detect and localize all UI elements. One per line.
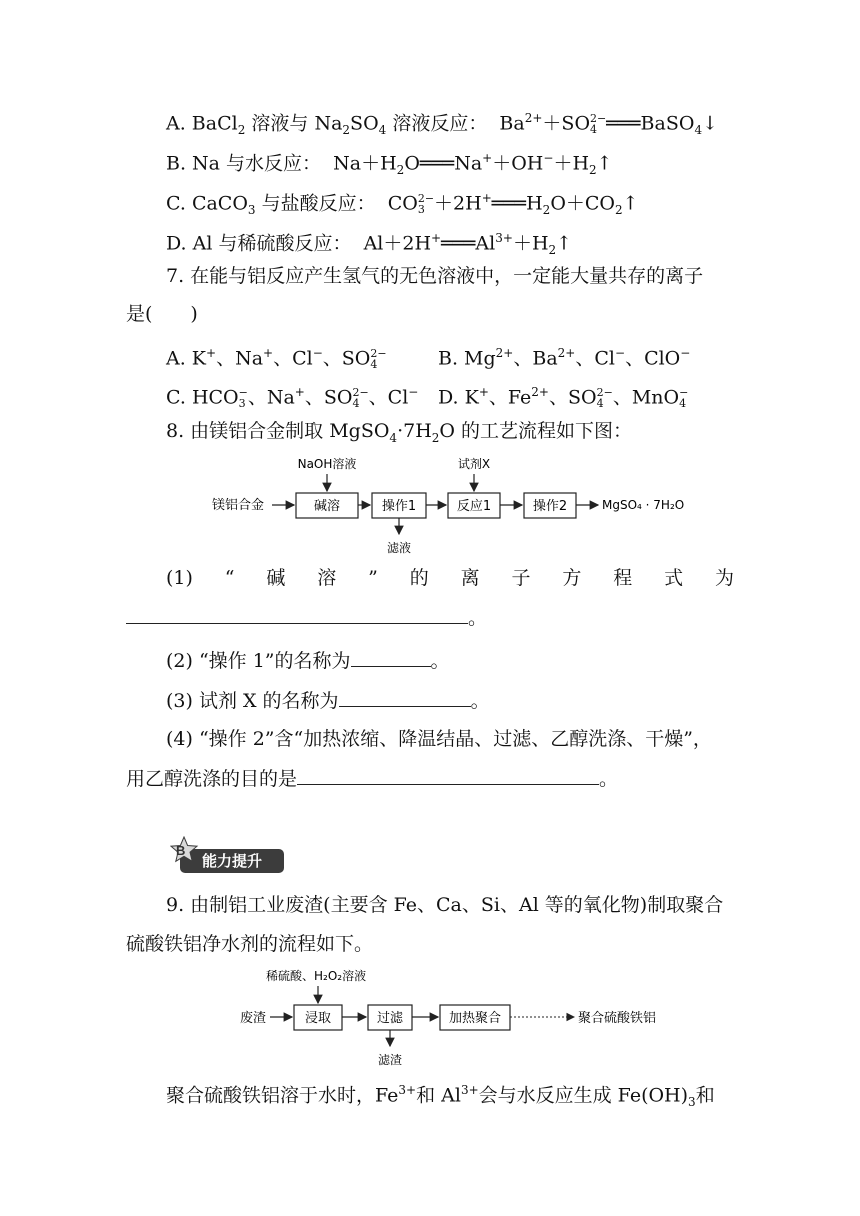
svg-text:操作1: 操作1 (381, 499, 417, 514)
q7-option-a: A. K+、Na+、Cl−、SO 2− 4 (166, 346, 387, 372)
q6-option-c: C. CaCO$_3$ 与盐酸反应： CO 2− 3 $+2H^+═══H_2O+CO_2↑$ (166, 191, 639, 218)
q8-flow-output: 滤液 (386, 541, 412, 555)
q8-part1-line1: (1) “ 碱 溶 ” 的 离 子 方 程 式 为 (166, 567, 734, 589)
svg-text:加热聚合: 加热聚合 (448, 1011, 502, 1026)
q8-part4-line2: 用乙醇洗涤的目的是 。 (126, 768, 619, 790)
q9-flow-diagram (0, 962, 860, 1072)
answer-blank-4[interactable] (297, 766, 599, 785)
q9-flow-input: 稀硫酸、H₂O₂溶液 (266, 969, 367, 983)
svg-text:浸取: 浸取 (304, 1011, 332, 1026)
q8-flow-input-naoh: NaOH溶液 (297, 457, 357, 471)
section-badge-label: 能力提升 (202, 852, 263, 870)
q7-stem-line1: 7. 在能与铝反应产生氢气的无色溶液中，一定能大量共存的离子 (166, 265, 704, 287)
q9-flow-output: 滤渣 (377, 1053, 403, 1067)
q6-option-d: D. Al 与稀硫酸反应： $Al+2H^+═══Al^{3+}+H_2↑$ (166, 231, 573, 258)
q8-part4-line1: (4) “操作 2”含“加热浓缩、降温结晶、过滤、乙醇洗涤、干燥”， (166, 728, 712, 750)
q7-option-d: D. K+、$Fe^{2+}$、SO 2− 4 、MnO − 4 (438, 385, 689, 411)
q6-option-b: B. Na 与水反应： $Na+H_2O═══Na^++OH^-+H_2↑$ (166, 151, 613, 178)
q7-option-c: C. HCO − 3 、Na+、SO 2− 4 、Cl− (166, 385, 419, 411)
svg-text:反应1: 反应1 (456, 499, 492, 514)
q7-option-b: B. $Mg^{2+}$、$Ba^{2+}$、Cl−、ClO− (438, 346, 691, 370)
q8-flow-end: MgSO₄ · 7H₂O (602, 498, 685, 512)
svg-text:过滤: 过滤 (376, 1011, 404, 1026)
q8-part1-line2: 。 (126, 605, 487, 630)
q9-last-line: 聚合硫酸铁铝溶于水时，$Fe^{3+}$和 $Al^{3+}$会与水反应生成 $Fe(OH)_3$和 (166, 1083, 715, 1110)
q8-flow-diagram (0, 450, 860, 570)
q8-stem: 8. 由镁铝合金制取 $MgSO_4\cdot 7H_2O$ 的工艺流程如下图： (166, 420, 633, 445)
q8-flow-start: 镁铝合金 (212, 498, 265, 513)
section-badge-letter: B (176, 843, 186, 858)
answer-blank-2[interactable] (351, 648, 431, 667)
q9-stem-line2: 硫酸铁铝净水剂的流程如下。 (126, 933, 374, 955)
svg-text:碱溶: 碱溶 (313, 499, 341, 514)
q8-part2: (2) “操作 1”的名称为 。 (166, 650, 450, 672)
q8-part3: (3) 试剂 X 的名称为 。 (166, 690, 490, 712)
q9-flow-start: 废渣 (240, 1011, 267, 1026)
q9-stem-line1: 9. 由制铝工业废渣(主要含 Fe、Ca、Si、Al 等的氧化物)制取聚合 (166, 894, 724, 916)
q9-flow-end: 聚合硫酸铁铝 (578, 1011, 657, 1026)
answer-blank-3[interactable] (339, 688, 471, 707)
q8-flow-input-x: 试剂X (457, 457, 491, 471)
svg-text:操作2: 操作2 (532, 499, 568, 514)
answer-blank-1[interactable] (126, 605, 468, 624)
q6-option-a: A. BaCl$_2$ 溶液与 $Na_2SO_4$ 溶液反应： $Ba^{2+}+SO$ 2− 4 ═══BaSO$_4$↓ (166, 111, 718, 138)
q7-stem-line2: 是( ) (126, 303, 198, 325)
